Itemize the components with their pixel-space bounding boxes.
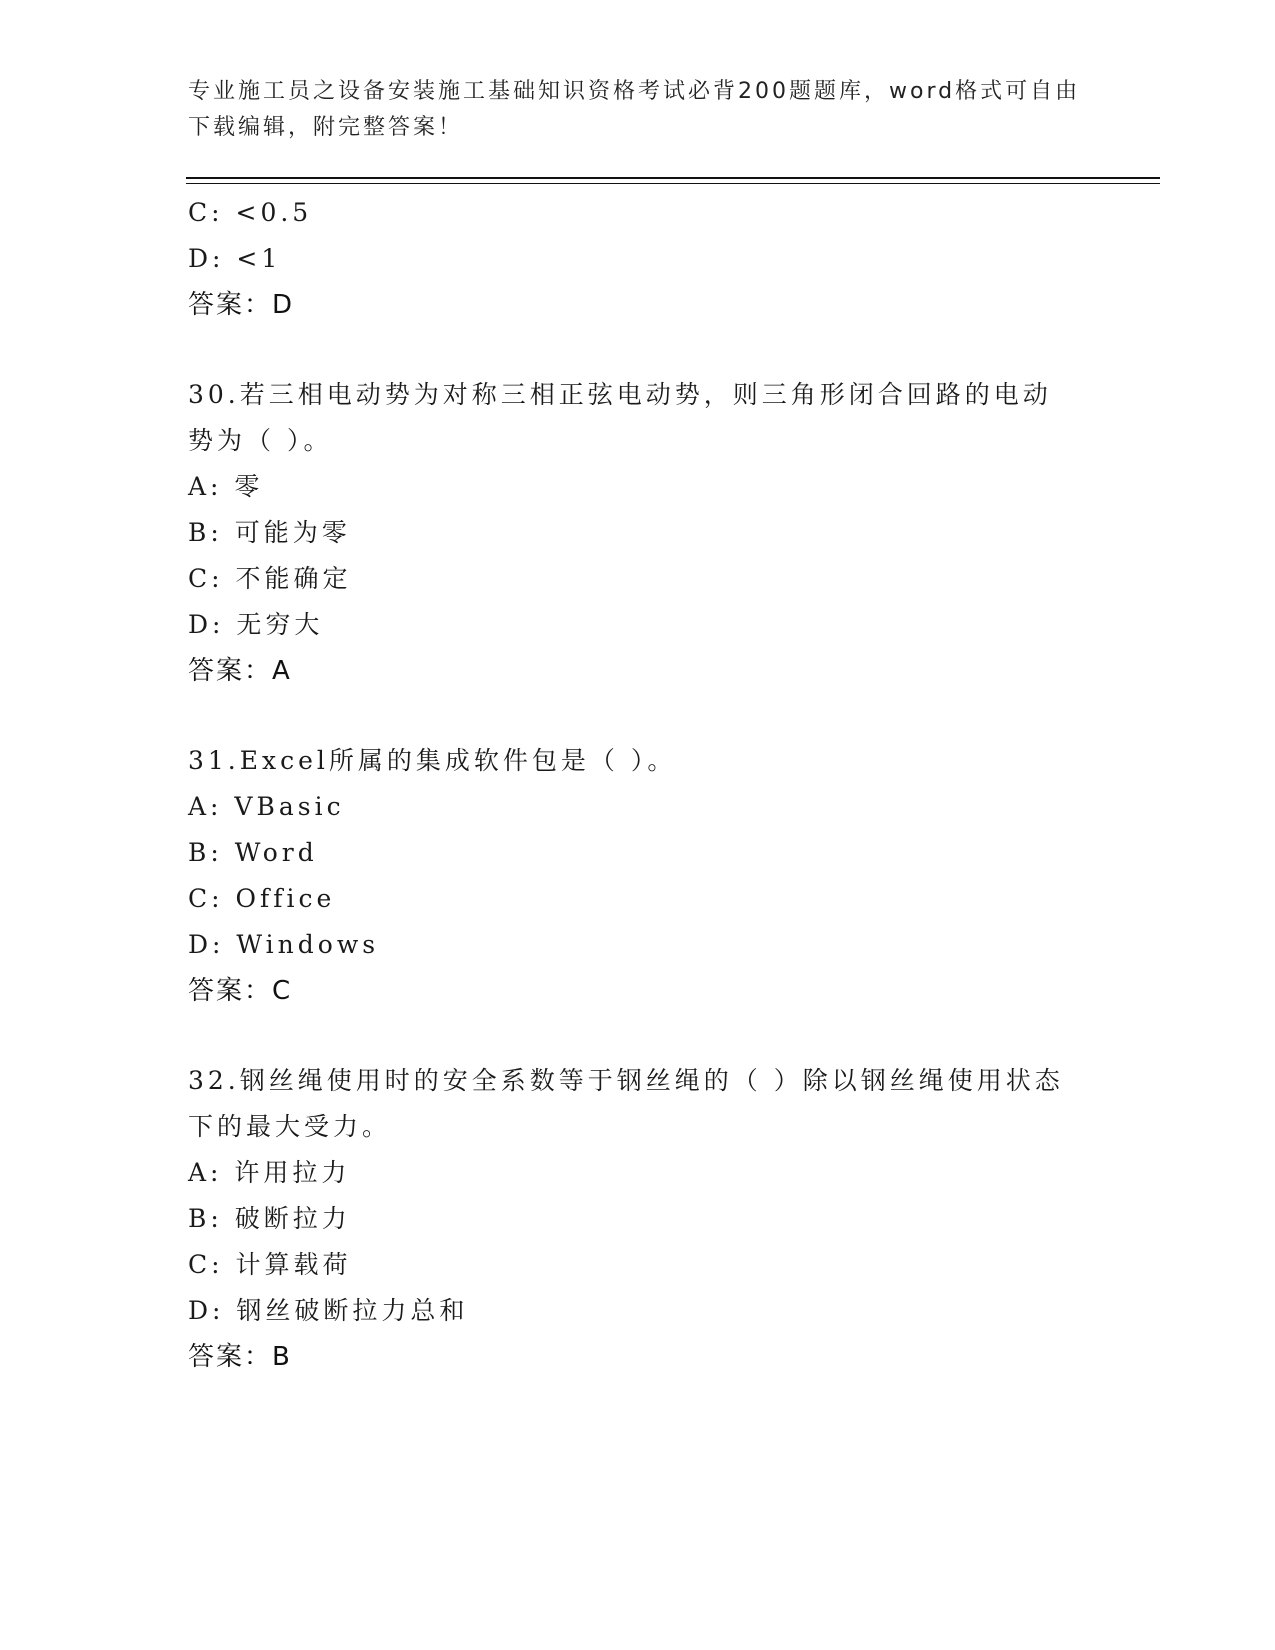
question-block-31 [188, 738, 1088, 1014]
header-line-2: 下载编辑，附完整答案！ [188, 115, 464, 140]
option-d: D: 无穷大 [188, 610, 324, 639]
header-line-1: 专业施工员之设备安装施工基础知识资格考试必背200题题库，word格式可自由 [188, 79, 1081, 104]
option-c: C: <0.5 [188, 198, 313, 227]
spacer [188, 694, 1088, 738]
option-d: D: 钢丝破断拉力总和 [188, 1296, 469, 1325]
spacer [188, 1014, 1088, 1058]
answer-label: 答案：B [188, 1342, 292, 1372]
option-b: B: Word [188, 838, 318, 867]
header-divider-thick [186, 177, 1160, 179]
spacer [188, 328, 1088, 372]
option-c: C: Office [188, 884, 336, 913]
question-text: 31.Excel所属的集成软件包是（ ）。 [188, 746, 677, 775]
question-block-32 [188, 1058, 1088, 1380]
document-header [188, 74, 1088, 146]
answer-label: 答案：C [188, 976, 293, 1006]
header-divider-thin [186, 183, 1160, 184]
option-b: B: 可能为零 [188, 518, 351, 547]
option-c: C: 不能确定 [188, 564, 352, 593]
question-block-29 [188, 190, 1088, 328]
question-list [188, 190, 1088, 1380]
question-block-30 [188, 372, 1088, 694]
question-text: 30.若三相电动势为对称三相正弦电动势，则三角形闭合回路的电动势为（ ）。 [188, 380, 1052, 455]
option-b: B: 破断拉力 [188, 1204, 351, 1233]
answer-label: 答案：D [188, 290, 295, 320]
answer-label: 答案：A [188, 656, 292, 686]
option-a: A: 许用拉力 [188, 1158, 351, 1187]
option-a: A: 零 [188, 472, 264, 501]
option-a: A: VBasic [188, 792, 345, 821]
option-d: D: <1 [188, 244, 282, 273]
option-c: C: 计算载荷 [188, 1250, 352, 1279]
option-d: D: Windows [188, 930, 380, 959]
question-text: 32.钢丝绳使用时的安全系数等于钢丝绳的（ ）除以钢丝绳使用状态下的最大受力。 [188, 1066, 1064, 1141]
